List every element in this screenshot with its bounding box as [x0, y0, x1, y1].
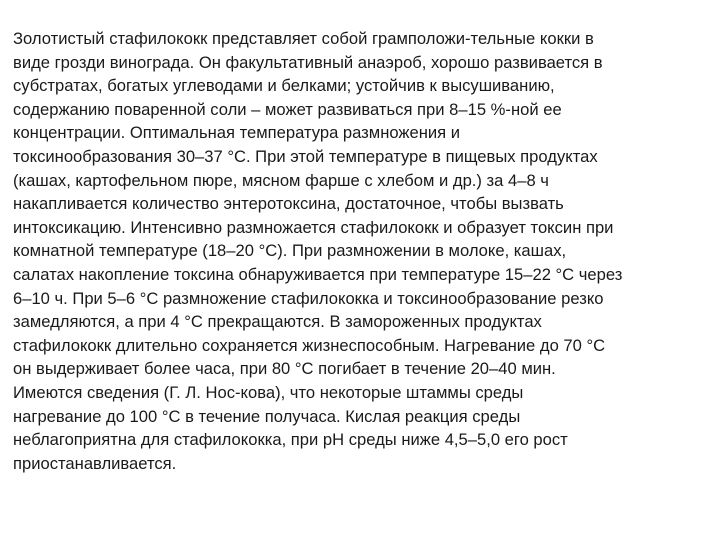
text-line: субстратах, богатых углеводами и белками; устойчив к высушиванию,	[13, 76, 555, 96]
text-line: салатах накопление токсина обнаруживается при температуре 15–22 °С через	[13, 264, 623, 284]
text-line: содержанию поваренной соли – может развиваться при 8–15 %-ной ее	[13, 99, 562, 119]
text-line: неблагоприятна для стафилококка, при рН среды ниже 4,5–5,0 его рост	[13, 430, 568, 450]
text-line: концентрации. Оптимальная температура размножения и	[13, 123, 461, 143]
text-line: он выдерживает более часа, при 80 °С погибает в течение 20–40 мин.	[13, 359, 556, 379]
text-line: комнатной температуре (18–20 °С). При размножении в молоке, кашах,	[13, 241, 567, 261]
text-line: интоксикацию. Интенсивно размножается стафилококк и образует токсин при	[13, 217, 614, 237]
text-line: нагревание до 100 °С в течение получаса. Кислая реакция среды	[13, 406, 521, 426]
text-line: замедляются, а при 4 °С прекращаются. В замороженных продуктах	[13, 312, 542, 332]
body-text	[13, 27, 713, 475]
text-line: 6–10 ч. При 5–6 °С размножение стафилококка и токсинообразование резко	[13, 288, 604, 308]
text-line: (кашах, картофельном пюре, мясном фарше с хлебом и др.) за 4–8 ч	[13, 170, 549, 190]
text-line: стафилококк длительно сохраняется жизнеспособным. Нагревание до 70 °С	[13, 335, 606, 355]
text-line: Золотистый стафилококк представляет собой грамположи-тельные кокки в	[13, 29, 594, 48]
text-line: накапливается количество энтеротоксина, достаточное, чтобы вызвать	[13, 194, 564, 214]
text-line: токсинообразования 30–37 °С. При этой температуре в пищевых продуктах	[13, 146, 598, 166]
text-line: виде грозди винограда. Он факультативный анаэроб, хорошо развивается в	[13, 52, 603, 72]
text-line: приостанавливается.	[13, 453, 177, 473]
text-line: Имеются сведения (Г. Л. Нос-кова), что некоторые штаммы среды	[13, 382, 524, 402]
